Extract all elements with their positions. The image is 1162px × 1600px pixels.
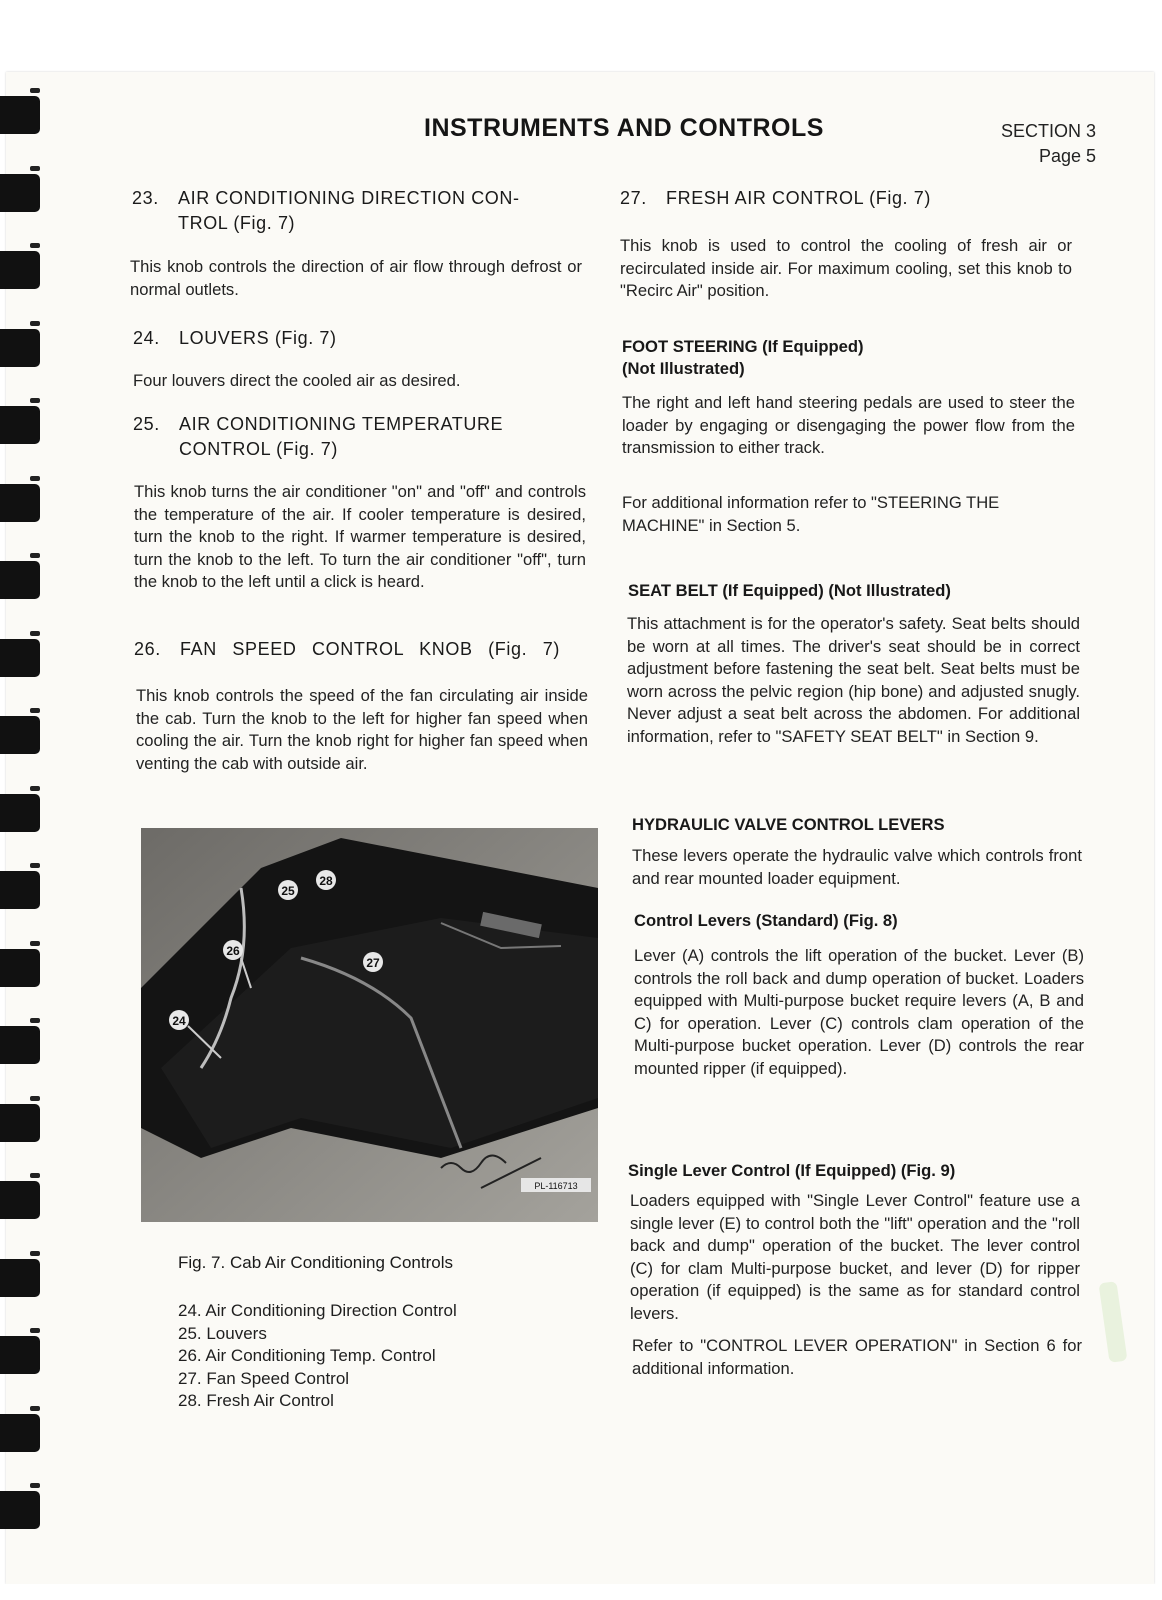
control-levers-heading: Control Levers (Standard) (Fig. 8)	[634, 911, 898, 930]
single-lever-heading: Single Lever Control (If Equipped) (Fig. 9)	[628, 1161, 956, 1180]
svg-text:24: 24	[172, 1014, 186, 1028]
cab-controls-photo	[141, 828, 598, 1222]
binding-coil	[0, 794, 40, 832]
spiral-binding	[0, 80, 48, 1580]
binding-coil	[0, 639, 40, 677]
hydraulic-paragraph: These levers operate the hydraulic valve which controls front and rear mounted loader equipment.	[632, 846, 1082, 888]
binding-coil	[0, 251, 40, 289]
svg-text:26: 26	[226, 944, 240, 958]
foot-steering-paragraph: The right and left hand steering pedals are used to steer the loader by engaging or disengaging the power flow from the transmission to either track.	[622, 393, 1075, 458]
figure-caption: Fig. 7. Cab Air Conditioning Controls	[178, 1253, 453, 1272]
callout-25	[278, 880, 298, 900]
hydraulic-heading: HYDRAULIC VALVE CONTROL LEVERS	[632, 815, 945, 834]
binding-coil	[0, 1259, 40, 1297]
binding-coil	[0, 96, 40, 134]
binding-coil	[0, 561, 40, 599]
heading-24: 24. LOUVERS (Fig. 7)	[133, 328, 337, 348]
paragraph-27: This knob is used to control the cooling of fresh air or recirculated inside air. For maximum cooling, set this knob to "Recirc Air" position.	[620, 236, 1072, 301]
item-26	[134, 637, 586, 662]
binding-coil	[0, 1491, 40, 1529]
svg-text:25: 25	[281, 884, 295, 898]
binding-coil	[0, 329, 40, 367]
binding-coil	[0, 484, 40, 522]
legend-item: 26. Air Conditioning Temp. Control	[178, 1346, 436, 1365]
foot-steering-reference: For additional information refer to "STEERING THE MACHINE" in Section 5.	[622, 493, 1000, 535]
binding-coil	[0, 406, 40, 444]
binding-coil	[0, 1026, 40, 1064]
binding-coil	[0, 1104, 40, 1142]
seat-belt-heading: SEAT BELT (If Equipped) (Not Illustrated)	[628, 581, 951, 600]
control-levers-paragraph: Lever (A) controls the lift operation of the bucket. Lever (B) controls the roll back and dump operation of bucket. Loaders equipped with Multi-purpose bucket require levers (A, B and C) for operation. Lever (C) controls clam operation of the Multi-purpose bucket operation. Lever (D) controls the rear mounted ripper (if equipped).	[634, 946, 1084, 1078]
callout-27	[363, 952, 383, 972]
legend-item: 28. Fresh Air Control	[178, 1391, 334, 1410]
binding-coil	[0, 1181, 40, 1219]
binding-coil	[0, 949, 40, 987]
photo-id-label: PL-116713	[534, 1181, 578, 1191]
binding-coil	[0, 716, 40, 754]
foot-steering-heading: FOOT STEERING (If Equipped) (Not Illustrated)	[622, 337, 864, 378]
seat-belt-paragraph: This attachment is for the operator's safety. Seat belts should be worn at all times. The driver's seat should be in correct adjustment before fastening the seat belt. Seat belts must be worn across the pelvic region (hip bone) and adjusted snugly. Never adjust a seat belt across the abdomen. For additional information, refer to "SAFETY SEAT BELT" in Section 9.	[627, 614, 1080, 746]
heading-25: 25. AIR CONDITIONING TEMPERATURE CONTROL (Fig. 7)	[133, 414, 504, 459]
scan-bottom-edge	[0, 1584, 1162, 1600]
binding-coil	[0, 1414, 40, 1452]
legend-item: 25. Louvers	[178, 1323, 267, 1343]
heading-27: 27. FRESH AIR CONTROL (Fig. 7)	[620, 188, 931, 208]
callout-28	[316, 870, 336, 890]
single-lever-reference: Refer to "CONTROL LEVER OPERATION" in Section 6 for additional information.	[632, 1336, 1082, 1378]
paragraph-23: This knob controls the direction of air flow through defrost or normal outlets.	[130, 257, 582, 299]
heading-26: 26. FAN SPEED CONTROL KNOB (Fig. 7)	[134, 639, 560, 659]
paragraph-24: Four louvers direct the cooled air as desired.	[133, 371, 461, 390]
page-number: Page 5	[1038, 146, 1096, 166]
callout-26	[223, 940, 243, 960]
figure-photo	[141, 828, 598, 1222]
item-25	[133, 412, 585, 462]
single-lever-paragraph: Loaders equipped with "Single Lever Control" feature use a single lever (E) to control both the "lift" operation and the "roll back and dump" operation of the bucket. The lever control (C) for clam Multi-purpose bucket, and lever (D) for ripper operation (if equipped) is the same as for standard control levers.	[630, 1191, 1080, 1323]
binding-coil	[0, 1336, 40, 1374]
callout-24	[169, 1010, 189, 1030]
svg-text:27: 27	[366, 956, 380, 970]
svg-text:28: 28	[319, 874, 333, 888]
figure-legend	[178, 1300, 457, 1413]
item-24	[133, 326, 585, 351]
page-title: INSTRUMENTS AND CONTROLS	[424, 114, 824, 142]
heading-23: 23. AIR CONDITIONING DIRECTION CON- TROL (Fig. 7)	[132, 188, 520, 233]
section-label	[920, 119, 1096, 169]
binding-coil	[0, 174, 40, 212]
legend-item: 24. Air Conditioning Direction Control	[178, 1301, 457, 1320]
item-27	[620, 186, 1080, 211]
paragraph-25: This knob turns the air conditioner "on" and "off" and controls the temperature of the air. If cooler temperature is desired, turn the knob to the right. If warmer temperature is desired, turn the knob to the left. To turn the air conditioner "off", turn the knob to the left until a click is heard.	[134, 482, 586, 592]
item-23	[132, 186, 584, 236]
paragraph-26: This knob controls the speed of the fan circulating air inside the cab. Turn the knob to the left for higher fan speed when cooling the air. Turn the knob right for higher fan speed when venting the cab with outside air.	[136, 686, 588, 773]
legend-item: 27. Fan Speed Control	[178, 1368, 350, 1388]
binding-coil	[0, 871, 40, 909]
section-number: SECTION 3	[1000, 121, 1096, 141]
